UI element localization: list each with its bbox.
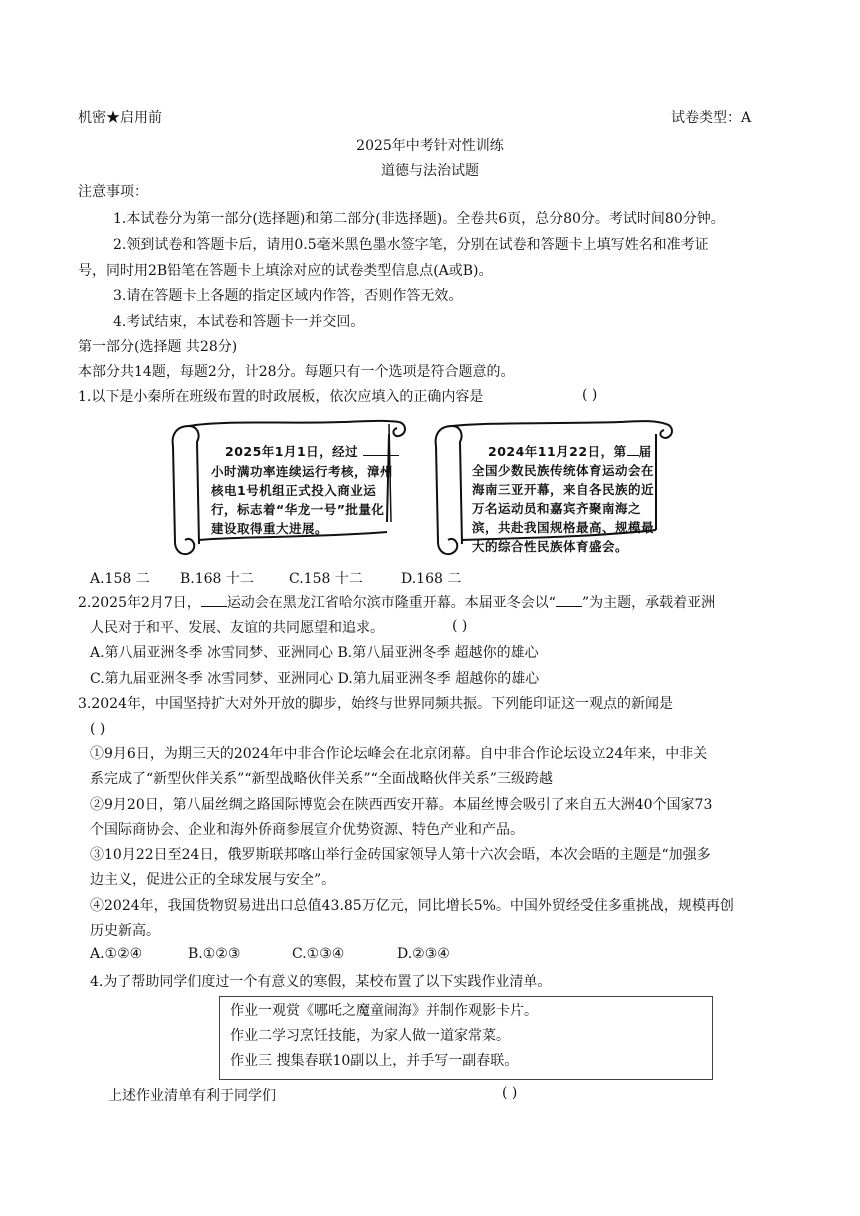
q4-followup: 上述作业清单有利于同学们 bbox=[108, 1088, 276, 1104]
scroll-left-line1: 2025年1月1日，经过 bbox=[225, 444, 359, 459]
scroll-right-line: 万名运动员和嘉宾齐聚南海之 bbox=[472, 501, 642, 516]
scroll-right-line bbox=[488, 442, 652, 461]
q3-option-c: C.①③④ bbox=[292, 946, 345, 962]
q4-answer-paren: ( ) bbox=[502, 1085, 518, 1101]
scroll-left-line: 行，标志着“华龙一号”批量化 bbox=[211, 502, 385, 517]
q3-stem: 3.2024年，中国坚持扩大对外开放的脚步，始终与世界同频共振。下列能印证这一观点的新闻是 bbox=[78, 696, 673, 712]
q2-stem-b: 运动会在黑龙江省哈尔滨市隆重开幕。本届亚冬会以“ bbox=[226, 595, 556, 611]
notice-item: 1.本试卷分为第一部分(选择题)和第二部分(非选择题)。全卷共6页，总分80分。考试时间80分钟。 bbox=[113, 211, 725, 227]
q4-stem: 4.为了帮助同学们度过一个有意义的寒假，某校布置了以下实践作业清单。 bbox=[90, 974, 552, 990]
scroll-left-line: 小时满功率连续运行考核，漳州 bbox=[211, 464, 394, 479]
scroll-right-line: 全国少数民族传统体育运动会在 bbox=[472, 463, 655, 478]
paper-type: 试卷类型：A bbox=[671, 110, 752, 126]
q1-option-c: C.158 十二 bbox=[289, 571, 363, 587]
scroll-right-line: 大的综合性民族体育盛会。 bbox=[472, 539, 629, 554]
q2-stem-line2: 人民对于和平、发展、友谊的共同愿望和追求。 bbox=[90, 620, 384, 636]
q3-item: 系完成了“新型伙伴关系”“新型战略伙伴关系”“全面战略伙伴关系”三级跨越 bbox=[90, 771, 553, 787]
q3-item: ③10月22日至24日，俄罗斯联邦喀山举行金砖国家领导人第十六次会晤，本次会晤的主题是“加强多 bbox=[90, 847, 711, 863]
homework-list-box bbox=[219, 996, 713, 1080]
q2-stem-a: 2.2025年2月7日， bbox=[78, 595, 201, 611]
q3-item: 个国际商协会、企业和海外侨商参展宣介优势资源、特色产业和产品。 bbox=[90, 822, 524, 838]
q1-option-d: D.168 二 bbox=[401, 571, 462, 587]
q1-option-a: A.158 二 bbox=[90, 571, 150, 587]
q2-stem-c: ”为主题，承载着亚洲 bbox=[581, 595, 716, 611]
q2-options-ab: A.第八届亚洲冬季 冰雪同梦、亚洲同心 B.第八届亚洲冬季 超越你的雄心 bbox=[90, 645, 539, 661]
scroll-right-line: 滨，共赴我国规格最高、规模最 bbox=[472, 520, 655, 535]
q2-answer-paren: ( ) bbox=[452, 618, 468, 634]
exam-title: 2025年中考针对性训练 bbox=[356, 138, 504, 154]
q3-item: ①9月6日，为期三天的2024年中非合作论坛峰会在北京闭幕。自中非合作论坛设立24年来，中非关 bbox=[90, 746, 708, 762]
scroll-left-line: 建设取得重大进展。 bbox=[211, 521, 329, 536]
fill-blank bbox=[627, 443, 639, 456]
q3-item: 边主义，促进公正的全球发展与安全”。 bbox=[90, 872, 336, 888]
homework-task: 作业三 搜集春联10副以上，并手写一副春联。 bbox=[230, 1053, 519, 1069]
fill-blank bbox=[363, 443, 399, 456]
notice-item: 3.请在答题卡上各题的指定区域内作答，否则作答无效。 bbox=[113, 288, 463, 304]
notice-item: 号，同时用2B铅笔在答题卡上填涂对应的试卷类型信息点(A或B)。 bbox=[78, 263, 493, 279]
homework-task: 作业二学习烹饪技能，为家人做一道家常菜。 bbox=[230, 1028, 510, 1044]
news-scroll-left bbox=[163, 412, 408, 560]
q3-item: ②9月20日，第八届丝绸之路国际博览会在陕西西安开幕。本届丝博会吸引了来自五大洲40个国家73 bbox=[90, 797, 713, 813]
secret-label: 机密★启用前 bbox=[78, 110, 162, 126]
q3-item: 历史新高。 bbox=[90, 923, 160, 939]
fill-blank bbox=[556, 594, 582, 607]
homework-task: 作业一观赏《哪吒之魔童闹海》并制作观影卡片。 bbox=[230, 1003, 538, 1019]
notice-item: 4.考试结束，本试卷和答题卡一并交回。 bbox=[113, 314, 365, 330]
part1-heading: 第一部分(选择题 共28分) bbox=[78, 339, 238, 355]
q3-option-a: A.①②④ bbox=[90, 946, 143, 962]
q2-options-cd: C.第九届亚洲冬季 冰雪同梦、亚洲同心 D.第九届亚洲冬季 超越你的雄心 bbox=[90, 671, 540, 687]
scroll-right-line: 海南三亚开幕，来自各民族的近 bbox=[472, 482, 655, 497]
q2-stem bbox=[78, 593, 715, 613]
news-scroll-right bbox=[430, 412, 675, 560]
scroll-left-line bbox=[225, 442, 399, 461]
q3-option-b: B.①②③ bbox=[188, 946, 241, 962]
notice-heading: 注意事项： bbox=[78, 184, 148, 200]
q3-option-d: D.②③④ bbox=[397, 946, 450, 962]
q1-stem: 1.以下是小秦所在班级布置的时政展板，依次应填入的正确内容是 bbox=[78, 389, 484, 405]
scroll-right-line1-end: 届 bbox=[638, 444, 652, 459]
scroll-left-line: 核电1号机组正式投入商业运 bbox=[211, 483, 377, 498]
q3-answer-paren: ( ) bbox=[90, 721, 106, 737]
q1-option-b: B.168 十二 bbox=[180, 571, 254, 587]
part1-instruction: 本部分共14题，每题2分，计28分。每题只有一个选项是符合题意的。 bbox=[78, 364, 515, 380]
scroll-right-line1: 2024年11月22日，第 bbox=[488, 444, 627, 459]
q3-item: ④2024年，我国货物贸易进出口总值43.85万亿元，同比增长5%。中国外贸经受住多重挑战，规模再创 bbox=[90, 898, 734, 914]
fill-blank bbox=[201, 594, 227, 607]
notice-item: 2.领到试卷和答题卡后，请用0.5毫米黑色墨水签字笔，分别在试卷和答题卡上填写姓名和准考证 bbox=[113, 237, 709, 253]
q1-answer-paren: ( ) bbox=[582, 387, 598, 403]
exam-subtitle: 道德与法治试题 bbox=[381, 163, 479, 179]
